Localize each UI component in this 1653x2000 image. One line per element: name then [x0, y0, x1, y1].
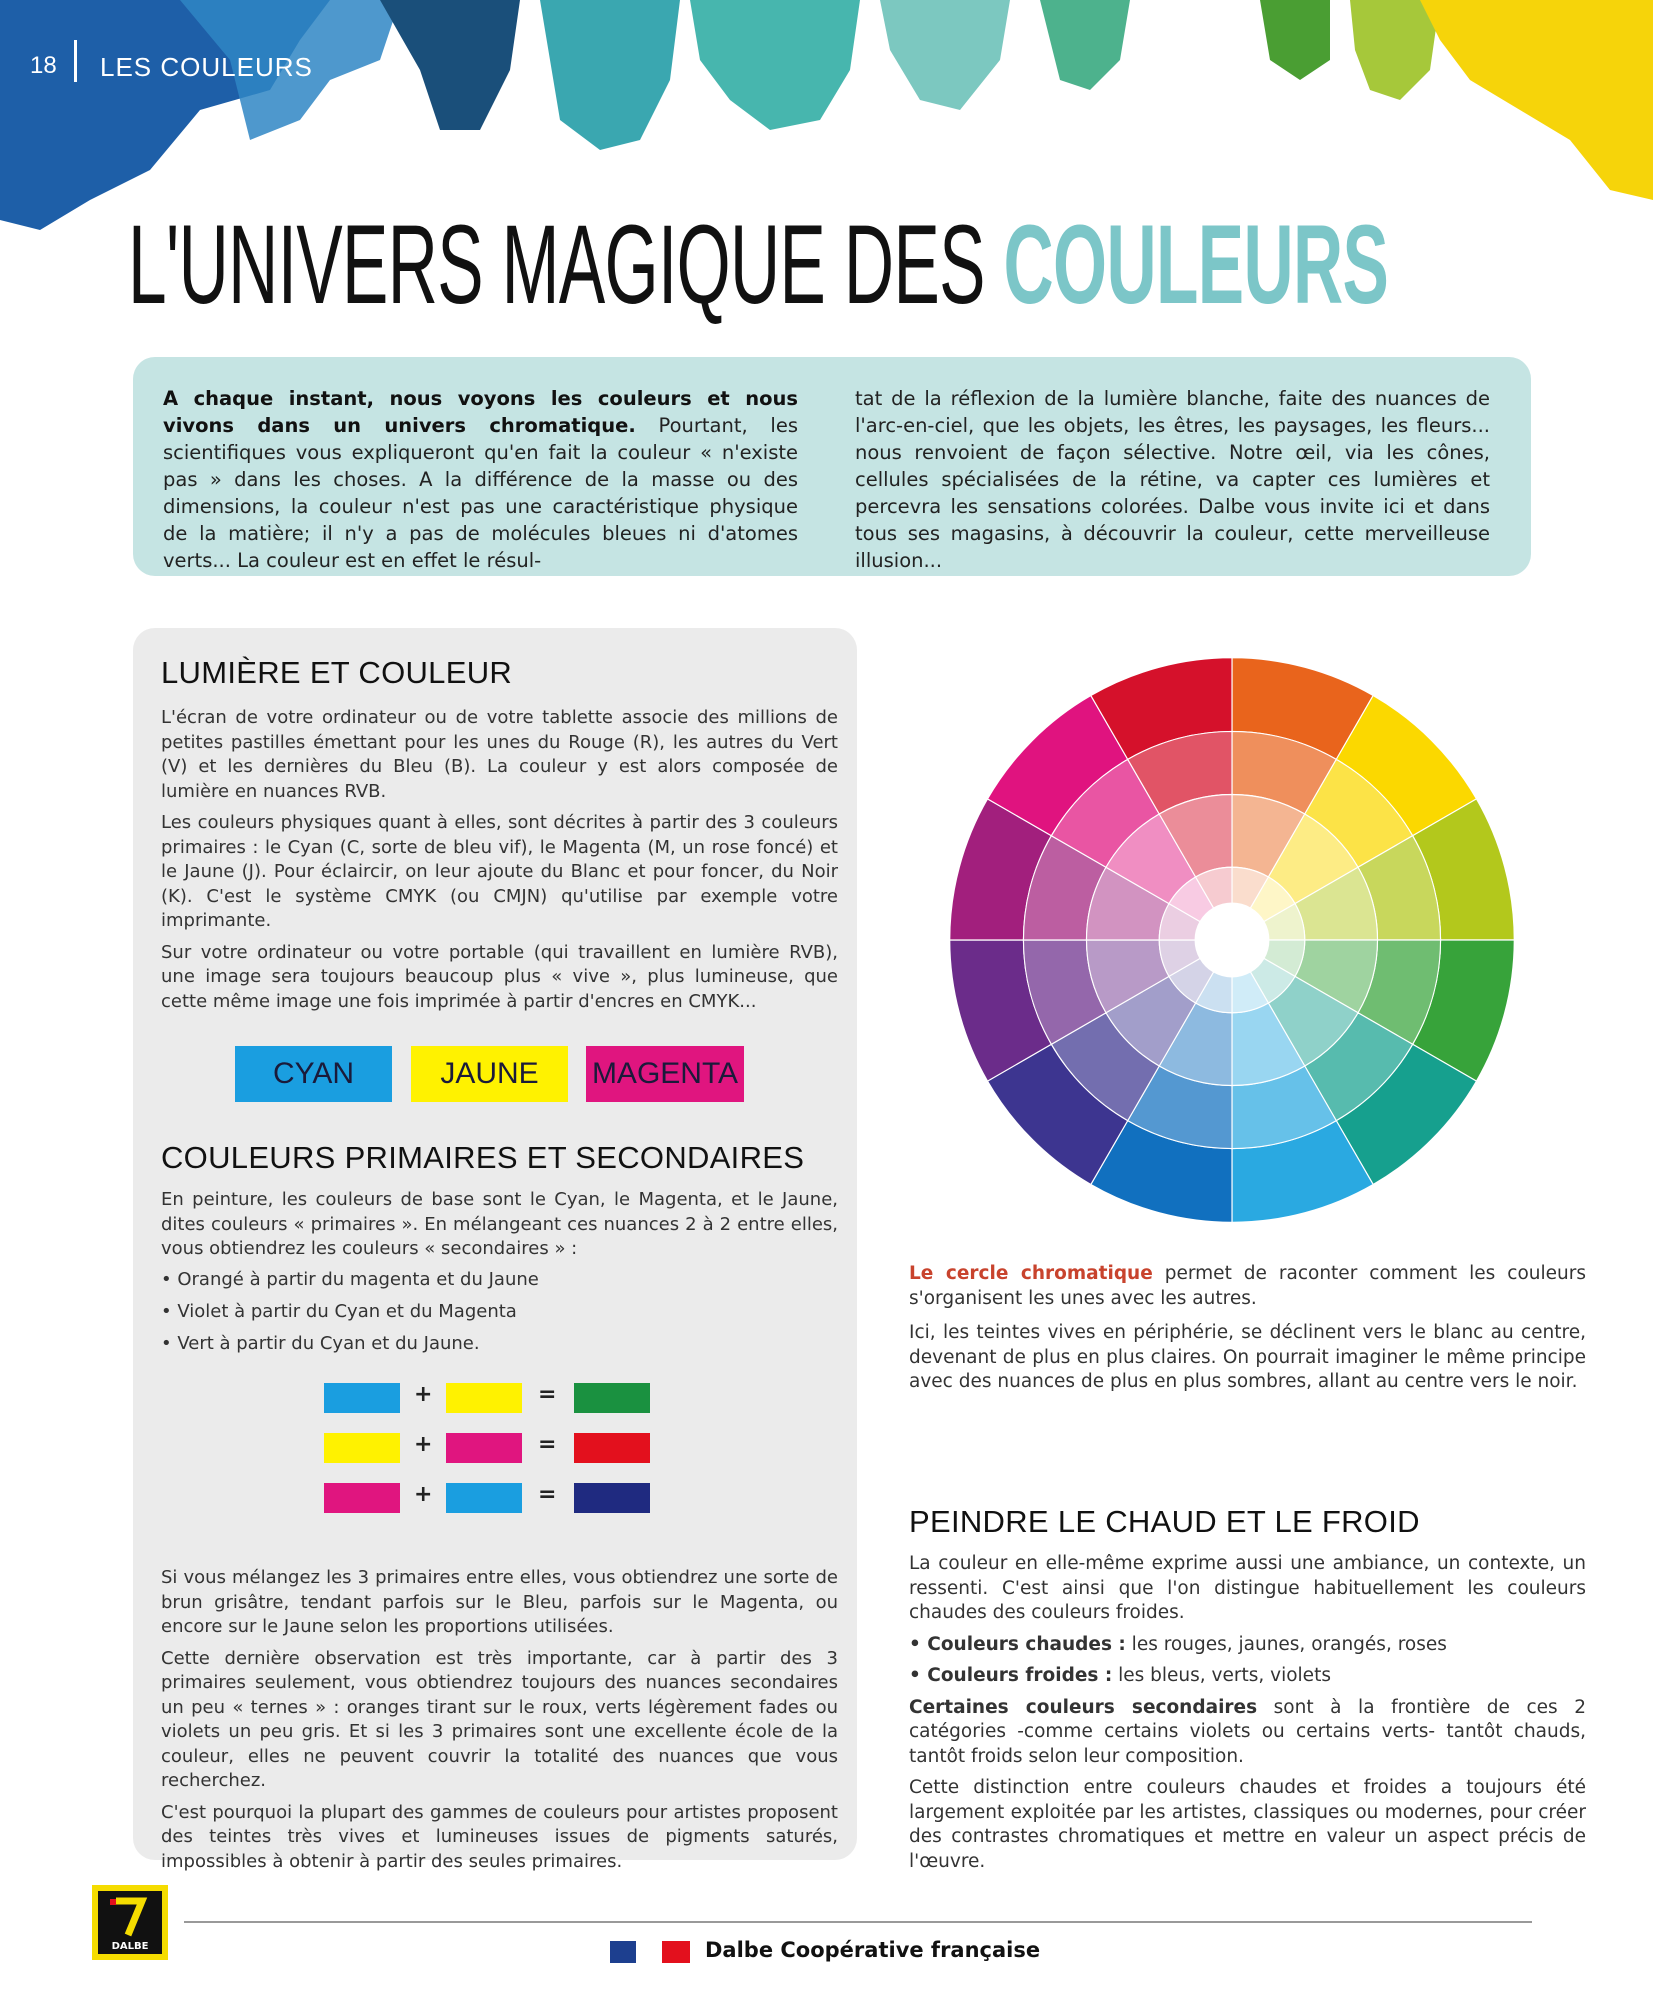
- mix-swatch: [446, 1433, 522, 1463]
- cercle-para: Ici, les teintes vives en périphérie, se déclinent vers le blanc au centre, devenant de plus en plus claires. On pourrait imaginer le même principe avec des nuances de plus en plus sombres, allant au centre vers le noir.: [909, 1322, 1586, 1392]
- paragraph: C'est pourquoi la plupart des gammes de couleurs pour artistes proposent des teintes très vives et lumineuses issues de pigments saturés, impossibles à obtenir à partir des seules primaires.: [161, 1801, 838, 1872]
- cercle-text: [909, 1262, 1586, 1402]
- paragraph: Sur votre ordinateur ou votre portable (qui travaillent en lumière RVB), une image sera toujours beaucoup plus « vive », plus lumineuse, que cette même image une fois imprimée à partir d'encres en CMYK...: [161, 941, 838, 1012]
- mix-swatch: [446, 1383, 522, 1413]
- title-highlight: COULEURS: [1003, 202, 1389, 327]
- chaud-heading: PEINDRE LE CHAUD ET LE FROID: [909, 1504, 1420, 1539]
- cold-text: les bleus, verts, violets: [1112, 1665, 1331, 1686]
- swatch-jaune: JAUNE: [411, 1046, 568, 1102]
- paragraph: Si vous mélangez les 3 primaires entre elles, vous obtiendrez une sorte de brun grisâtre, tendant parfois sur le Bleu, parfois sur le Magenta, ou encore sur le Jaune selon les proportions utilisées.: [161, 1567, 838, 1637]
- lumiere-heading: LUMIÈRE ET COULEUR: [161, 655, 513, 690]
- primaires-text: [161, 1566, 838, 1881]
- lumiere-text: [161, 706, 838, 1021]
- title-main: L'UNIVERS MAGIQUE DES: [128, 202, 1004, 327]
- equals-sign: =: [538, 1482, 557, 1507]
- primaires-heading: COULEURS PRIMAIRES ET SECONDAIRES: [161, 1140, 805, 1175]
- chaud-text: [909, 1552, 1586, 1881]
- plus-sign: +: [414, 1482, 433, 1507]
- cercle-caption: permet de raconter comment les couleurs s'organisent les unes avec les autres.: [909, 1263, 1586, 1309]
- section-label: LES COULEURS: [100, 52, 313, 82]
- footer-brand: Dalbe Coopérative française: [705, 1938, 1041, 1962]
- flag-blue: [610, 1941, 636, 1963]
- page-title: [128, 202, 1389, 327]
- bullet: • Orangé à partir du magenta et du Jaune: [161, 1269, 539, 1290]
- swatch-magenta: MAGENTA: [586, 1046, 744, 1102]
- plus-sign: +: [414, 1382, 433, 1407]
- intro-left-text: Pourtant, les scientifiques vous expliqueront qu'en fait la couleur « n'existe pas » dans les choses. A la différence de la masse ou des dimensions, la couleur n'est pas une caractéristique physique de la matière; il n'y a pas de molécules bleues ni d'atomes verts... La couleur est en effet le résul-: [163, 414, 798, 572]
- paragraph: La couleur en elle-même exprime aussi une ambiance, un contexte, un ressenti. C'est ainsi que l'on distingue habituellement les couleurs chaudes des couleurs froides.: [909, 1553, 1586, 1623]
- color-wheel: [941, 649, 1523, 1231]
- paragraph: Les couleurs physiques quant à elles, sont décrites à partir des 3 couleurs primaires : le Cyan (C, sorte de bleu vif), le Magenta (M, un rose foncé) et le Jaune (J). Pour éclaircir, on leur ajoute du Blanc et pour foncer, du Noir (K). C'est le système CMYK (ou CMJN) qu'utilise par exemple votre imprimante.: [161, 812, 838, 931]
- page-number: 18: [30, 52, 57, 79]
- mix-swatch: [574, 1383, 650, 1413]
- warm-text: les rouges, jaunes, orangés, roses: [1125, 1633, 1447, 1655]
- intro-left: [163, 385, 798, 574]
- paragraph: L'écran de votre ordinateur ou de votre tablette associe des millions de petites pastilles émettant pour les unes du Rouge (R), les autres du Vert (V) et les dernières du Bleu (B). La couleur y est alors composée de lumière en nuances RVB.: [161, 707, 838, 802]
- logo-text: DALBE: [111, 1941, 149, 1952]
- swatch-cyan: CYAN: [235, 1046, 392, 1102]
- mix-swatch: [324, 1383, 400, 1413]
- dalbe-logo: [92, 1885, 168, 1960]
- equals-sign: =: [538, 1432, 557, 1457]
- plus-sign: +: [414, 1432, 433, 1457]
- primaires-intro: En peinture, les couleurs de base sont le Cyan, le Magenta, et le Jaune, dites couleurs « primaires ». En mélangeant ces nuances 2 à 2 entre elles, vous obtiendrez les couleurs « secondaires » :: [161, 1189, 838, 1259]
- cercle-highlight: Le cercle chromatique: [909, 1263, 1153, 1284]
- paragraph: Cette distinction entre couleurs chaudes et froides a toujours été largement exploitée par les artistes, classiques ou modernes, pour créer des contrastes chromatiques et mettre en valeur un aspect précis de l'œuvre.: [909, 1777, 1586, 1872]
- flag-red: [662, 1941, 690, 1963]
- header-divider: [74, 40, 77, 82]
- mix-swatch: [574, 1483, 650, 1513]
- bullet: • Violet à partir du Cyan et du Magenta: [161, 1301, 517, 1322]
- equals-sign: =: [538, 1382, 557, 1407]
- paragraph: Cette dernière observation est très importante, car à partir des 3 primaires seulement, vous obtiendrez toujours des nuances secondaires un peu « ternes » : oranges tirant sur le roux, verts légèrement fades ou violets un peu gris. Et si les 3 primaires sont une excellente école de la couleur, elles ne peuvent couvrir la totalité des nuances que vous recherchez.: [161, 1647, 838, 1791]
- intro-bold: A chaque instant, nous voyons les couleurs et nous vivons dans un univers chromatique.: [163, 387, 798, 437]
- wheel-center: [1195, 903, 1269, 977]
- intro-box: [133, 357, 1531, 576]
- intro-right: tat de la réflexion de la lumière blanche, faite des nuances de l'arc-en-ciel, que les objets, les êtres, les paysages, les fleurs... nous renvoient de façon sélective. Notre œil, via les cônes, cellules spécialisées de la rétine, va capter ces lumières et percevra les sensations colorées. Dalbe vous invite ici et dans tous ses magasins, à découvrir la couleur, cette merveilleuse illusion...: [855, 387, 1490, 572]
- mix-swatch: [574, 1433, 650, 1463]
- mix-swatch: [446, 1483, 522, 1513]
- warm-label: • Couleurs chaudes :: [909, 1633, 1126, 1655]
- secondary-text: sont à la frontière de ces 2 catégories -comme certains violets ou certains verts- tantôt chauds, tantôt froids selon leur composition.: [909, 1696, 1586, 1767]
- bullet: • Vert à partir du Cyan et du Jaune.: [161, 1333, 480, 1354]
- cold-label: • Couleurs froides :: [909, 1665, 1113, 1686]
- mix-swatch: [324, 1433, 400, 1463]
- secondary-label: Certaines couleurs secondaires: [909, 1696, 1258, 1718]
- mix-swatch: [324, 1483, 400, 1513]
- footer-divider: [184, 1921, 1532, 1923]
